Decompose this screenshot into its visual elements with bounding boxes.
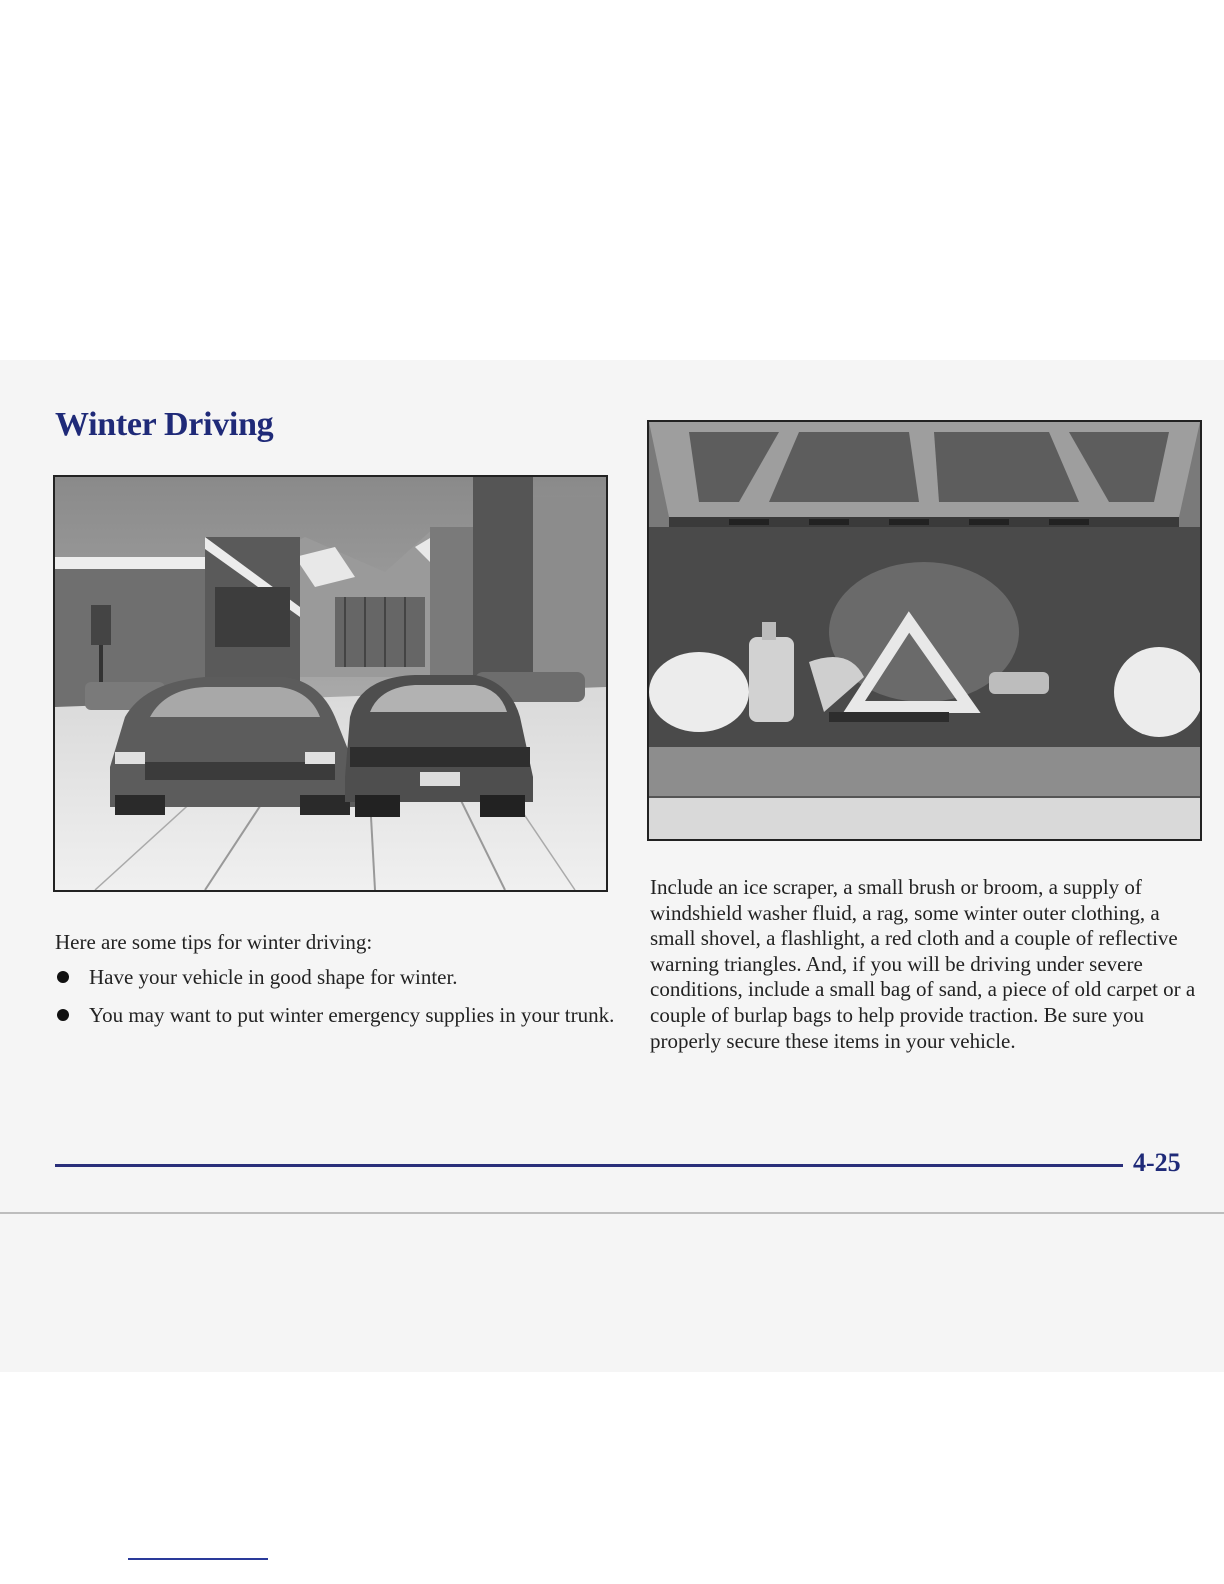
list-item (55, 1002, 615, 1028)
bullet-icon (57, 971, 69, 983)
supplies-paragraph: Include an ice scraper, a small brush or broom, a supply of windshield washer fluid, a rag, some winter outer clothing, a small shovel, a flashlight, a red cloth and a couple of reflective warning triangles. And, if you will be driving under severe conditions, include a small bag of sand, a piece of old carpet or a couple of burlap bags to help provide traction. Be sure you properly secure these items in your vehicle. (650, 875, 1196, 1053)
street-scene-icon (55, 477, 606, 890)
page-title: Winter Driving (55, 406, 274, 443)
footer-rule (55, 1164, 1123, 1167)
list-item-text: Have your vehicle in good shape for winter. (89, 965, 458, 989)
bottom-divider (128, 1558, 268, 1560)
list-item-text: You may want to put winter emergency supplies in your trunk. (89, 1003, 615, 1027)
list-item (55, 964, 615, 990)
page-number: 4-25 (1133, 1148, 1181, 1177)
snowy-street-illustration (53, 475, 608, 892)
tips-list (55, 964, 615, 1040)
tips-intro: Here are some tips for winter driving: (55, 930, 373, 954)
car-trunk-supplies-illustration (647, 420, 1202, 841)
page-divider (0, 1212, 1224, 1214)
trunk-icon (649, 422, 1200, 839)
bullet-icon (57, 1009, 69, 1021)
